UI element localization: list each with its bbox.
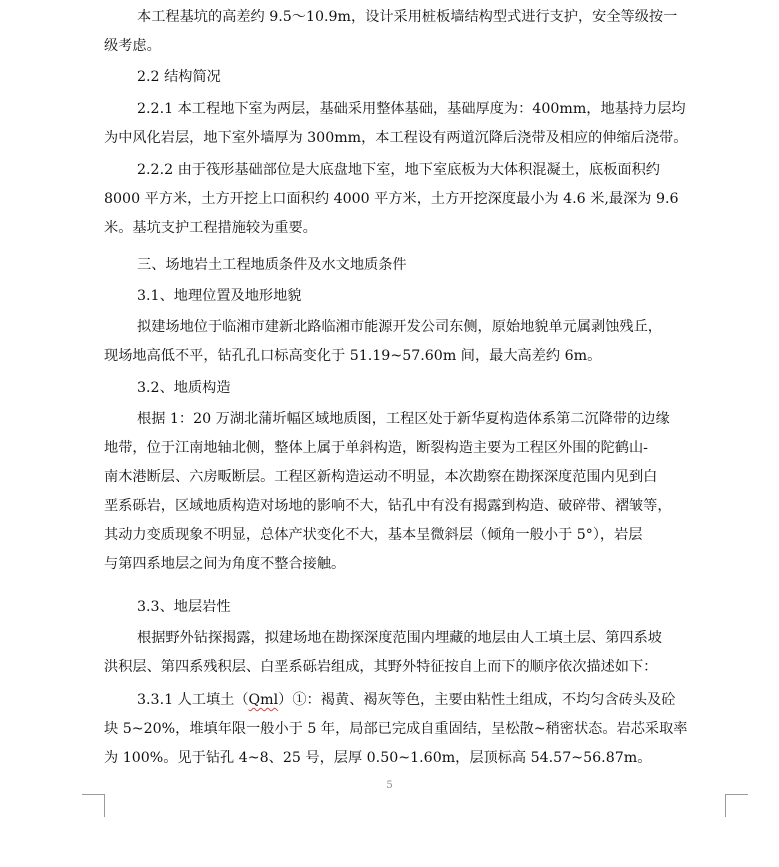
text-line: 其动力变质现象不明显，总体产状变化不大，基本呈微斜层（倾角一般小于 5°），岩层 [104, 527, 643, 543]
text-line: 与第四系地层之间为角度不整合接触。 [104, 556, 346, 572]
text-line: 本工程基坑的高差约 9.5～10.9m，设计采用桩板墙结构型式进行支护，安全等级按一 [137, 9, 678, 25]
text-line: 为 100%。见于钻孔 4~8、25 号，层厚 0.50~1.60m，层顶标高 54.57~56.87m。 [104, 750, 652, 766]
text-line: 现场地高低不平，钻孔孔口标高变化于 51.19~57.60m 间，最大高差约 6m。 [104, 348, 602, 364]
text-line: 垩系砾岩，区域地质构造对场地的影响不大，钻孔中有没有揭露到构造、破碎带、褶皱等， [104, 498, 672, 514]
text-line: 南木港断层、六房畈断层。工程区新构造运动不明显，本次勘察在勘探深度范围内见到白 [104, 469, 658, 485]
text-line: 米。基坑支护工程措施较为重要。 [104, 220, 317, 236]
heading-2-2: 2.2 结构简况 [137, 69, 221, 85]
text-line: 2.2.2 由于筏形基础部位是大底盘地下室，地下室底板为大体积混凝土，底板面积约 [137, 162, 660, 178]
page-number: 5 [386, 780, 393, 791]
text-line: 地带，位于江南地轴北侧，整体上属于单斜构造，断裂构造主要为工程区外围的陀鹤山- [104, 440, 648, 456]
paragraph-3-3-1 [104, 686, 726, 773]
heading-section-3: 三、场地岩土工程地质条件及水文地质条件 [137, 257, 407, 273]
text-segment: 3.3.1 人工填土（ [137, 692, 249, 708]
paragraph-2-2-2 [104, 156, 726, 243]
text-line: 为中风化岩层，地下室外墙厚为 300mm，本工程设有两道沉降后浇带及相应的伸缩后浇带。 [104, 130, 688, 146]
heading-3-3: 3.3、地层岩性 [137, 599, 231, 615]
margin-crop-mark-left [82, 794, 105, 817]
margin-crop-mark-right [725, 794, 748, 817]
text-segment: ）①：褐黄、褐灰等色，主要由粘性土组成，不均匀含砖头及砼 [278, 692, 676, 708]
text-line: 洪积层、第四系残积层、白垩系砾岩组成，其野外特征按自上而下的顺序依次描述如下： [104, 659, 658, 675]
text-line: 拟建场地位于临湘市建新北路临湘市能源开发公司东侧，原始地貌单元属剥蚀残丘， [137, 319, 662, 335]
paragraph-2-2-1 [104, 95, 726, 153]
paragraph-excavation-height [104, 3, 726, 61]
text-line: 2.2.1 本工程地下室为两层，基础采用整体基础，基础厚度为：400mm，地基持力层均 [137, 101, 686, 117]
text-line: 块 5~20%，堆填年限一般小于 5 年，局部已完成自重固结，呈松散~稍密状态。岩芯采取率 [104, 721, 688, 737]
paragraph-3-2 [104, 405, 726, 579]
paragraph-3-3 [104, 624, 726, 682]
heading-3-2: 3.2、地质构造 [137, 380, 231, 396]
paragraph-3-1 [104, 313, 726, 371]
text-line: 根据野外钻探揭露，拟建场地在勘探深度范围内埋藏的地层由人工填土层、第四系坡 [137, 630, 662, 646]
spellcheck-underlined-term: Qml [248, 692, 279, 708]
text-line: 级考虑。 [104, 38, 161, 54]
text-line: 根据 1：20 万湖北蒲圻幅区域地质图，工程区处于新华夏构造体系第二沉降带的边缘 [137, 411, 670, 427]
text-line [104, 686, 726, 715]
heading-3-1: 3.1、地理位置及地形地貌 [137, 288, 302, 304]
text-line: 8000 平方米，土方开挖上口面积约 4000 平方米，土方开挖深度最小为 4.6 米,最深为 9.6 [104, 191, 679, 207]
